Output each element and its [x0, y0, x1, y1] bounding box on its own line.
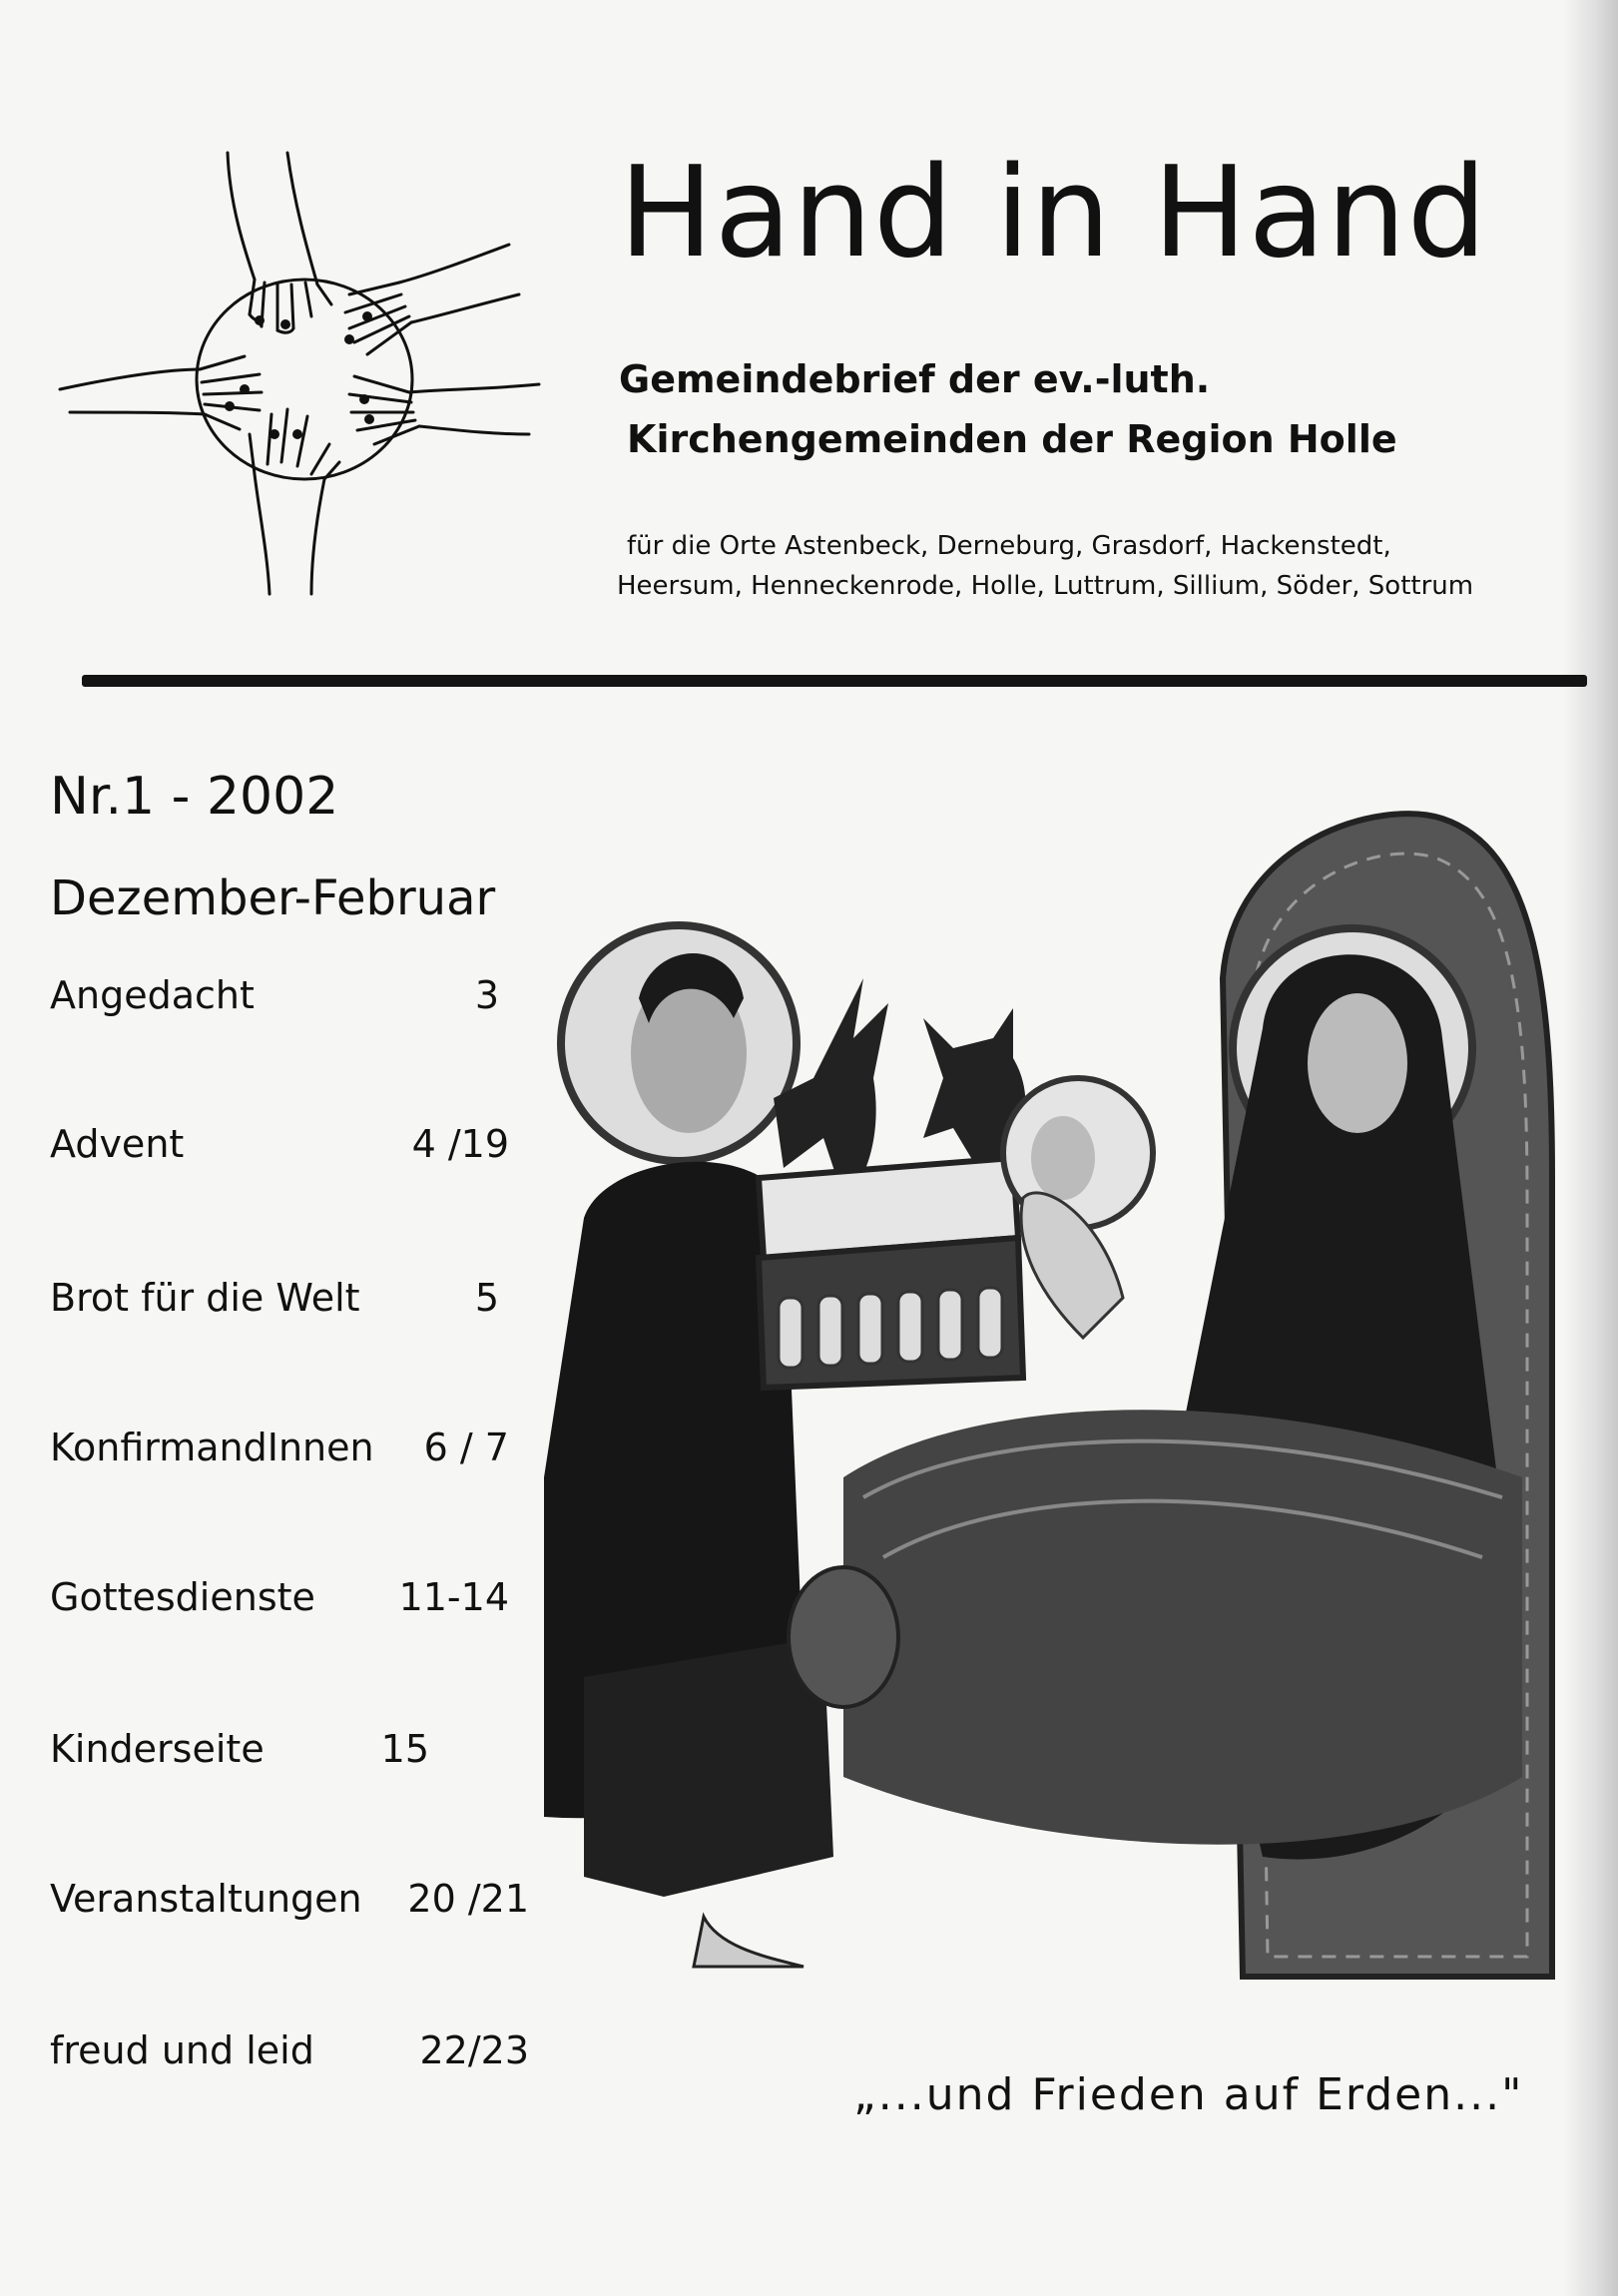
- toc-label: Advent: [50, 1122, 185, 1166]
- newsletter-title: Hand in Hand: [619, 139, 1488, 286]
- toc-page: 5: [474, 1276, 499, 1320]
- toc-page: 11-14: [398, 1575, 509, 1619]
- toc-page: 20 /21: [407, 1877, 529, 1921]
- toc-page: 6 / 7: [423, 1426, 509, 1469]
- toc-label: Angedacht: [50, 973, 255, 1017]
- toc-label: Gottesdienste: [50, 1575, 315, 1619]
- illustration-caption: „...und Frieden auf Erden...": [853, 2069, 1524, 2120]
- toc-label: Veranstaltungen: [50, 1877, 362, 1921]
- toc-page: 4 /19: [411, 1122, 509, 1166]
- toc-page: 3: [474, 973, 499, 1017]
- toc-label: KonfirmandInnen: [50, 1426, 374, 1469]
- subtitle-line-1: Gemeindebrief der ev.-luth.: [619, 357, 1211, 401]
- places-line-1: für die Orte Astenbeck, Derneburg, Grasdorf, Hackenstedt,: [627, 531, 1391, 561]
- toc-page: 22/23: [419, 2028, 529, 2072]
- hands-circle-logo: [50, 145, 559, 604]
- issue-number: Nr.1 - 2002: [50, 767, 339, 827]
- toc-label: Kinderseite: [50, 1727, 265, 1771]
- issue-period: Dezember-Februar: [50, 870, 496, 926]
- toc-label: freud und leid: [50, 2028, 314, 2072]
- toc-page: 15: [380, 1727, 429, 1771]
- header-divider: [82, 675, 1587, 687]
- places-line-2: Heersum, Henneckenrode, Holle, Luttrum, Sillium, Söder, Sottrum: [617, 571, 1474, 601]
- nativity-illustration: [544, 779, 1572, 2036]
- subtitle-line-2: Kirchengemeinden der Region Holle: [627, 417, 1397, 461]
- toc-label: Brot für die Welt: [50, 1276, 360, 1320]
